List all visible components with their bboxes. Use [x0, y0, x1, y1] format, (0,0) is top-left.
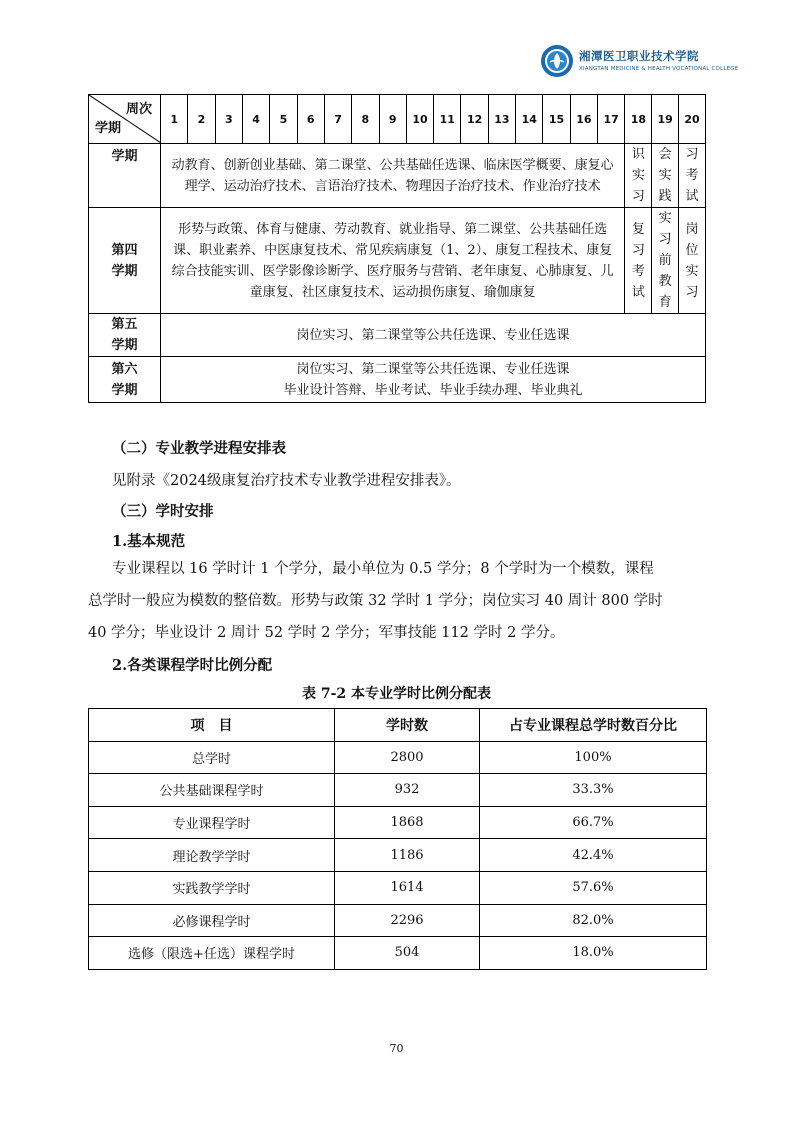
column-header: 项 目 — [89, 709, 335, 742]
semester-label: 学期 — [89, 144, 161, 208]
week-header: 20 — [678, 95, 705, 144]
course-list: 形势与政策、体育与健康、劳动教育、就业指导、第二课堂、公共基础任选课、职业素养、中医康复技术、常见疾病康复（1、2）、康复工程技术、康复综合技能实训、医学影像诊断学、医疗服务与营销、老年康复、心肺康复、儿童康复、社区康复技术、运动损伤康复、瑜伽康复 — [161, 208, 625, 314]
item-cell: 实践教学学时 — [89, 871, 335, 904]
item-cell: 专业课程学时 — [89, 806, 335, 839]
course-list — [161, 357, 706, 403]
percent-cell: 18.0% — [480, 937, 707, 970]
subheading-hour-ratio: 2.各类课程学时比例分配 — [112, 657, 273, 674]
item-cell: 必修课程学时 — [89, 904, 335, 937]
week-20-activity: 习考试 — [678, 144, 705, 208]
semester-label: 第五学期 — [89, 314, 161, 357]
paragraph-line: 总学时一般应为模数的整倍数。形势与政策 32 学时 1 学分；岗位实习 40 周计 800 学时 — [88, 593, 663, 609]
college-name-english: XIANGTAN MEDICINE & HEALTH VOCATIONAL COLLEGE — [579, 66, 739, 72]
hours-cell: 2296 — [335, 904, 480, 937]
percent-cell: 42.4% — [480, 839, 707, 872]
table-row — [89, 741, 707, 774]
corner-semester-label: 学期 — [95, 121, 122, 136]
table-row — [89, 937, 707, 970]
week-header: 18 — [625, 95, 652, 144]
schedule-row-fourth-semester — [89, 208, 706, 314]
table-row — [89, 904, 707, 937]
week-header: 11 — [434, 95, 461, 144]
paragraph-line: 40 学分；毕业设计 2 周计 52 学时 2 学分；军事技能 112 学时 2 学分。 — [88, 625, 565, 641]
column-header: 占专业课程总学时数百分比 — [480, 709, 707, 742]
page-number: 70 — [389, 1042, 404, 1055]
semester-label: 第四学期 — [89, 208, 161, 314]
table-caption: 表 7-2 本专业学时比例分配表 — [301, 686, 492, 702]
table-row — [89, 806, 707, 839]
paragraph-line: 专业课程以 16 学时计 1 个学分，最小单位为 0.5 学分；8 个学时为一个模数，课程 — [112, 561, 654, 577]
week-18-activity: 复习考试 — [625, 208, 652, 314]
week-header: 6 — [297, 95, 324, 144]
column-header: 学时数 — [335, 709, 480, 742]
week-header: 16 — [570, 95, 597, 144]
item-cell: 公共基础课程学时 — [89, 774, 335, 807]
week-header: 5 — [270, 95, 297, 144]
week-20-activity: 岗位实习 — [678, 208, 705, 314]
schedule-row-sixth-semester — [89, 357, 706, 403]
hours-cell: 2800 — [335, 741, 480, 774]
week-header: 4 — [242, 95, 269, 144]
table-row — [89, 839, 707, 872]
schedule-row-fifth-semester — [89, 314, 706, 357]
semester-label: 第六学期 — [89, 357, 161, 403]
week-header: 8 — [352, 95, 379, 144]
week-header: 9 — [379, 95, 406, 144]
week-header: 10 — [406, 95, 433, 144]
schedule-header-row — [89, 95, 706, 144]
week-header: 3 — [215, 95, 242, 144]
hour-ratio-table — [88, 708, 707, 970]
week-19-activity: 会实践 — [652, 144, 679, 208]
week-header: 7 — [324, 95, 351, 144]
percent-cell: 100% — [480, 741, 707, 774]
table-header-row — [89, 709, 707, 742]
percent-cell: 82.0% — [480, 904, 707, 937]
schedule-table — [88, 94, 706, 403]
week-header: 12 — [461, 95, 488, 144]
week-19-activity: 实习前教育 — [652, 208, 679, 314]
course-list: 岗位实习、第二课堂等公共任选课、专业任选课 — [161, 314, 706, 357]
hours-cell: 1868 — [335, 806, 480, 839]
table-row — [89, 871, 707, 904]
appendix-reference: 见附录《2024级康复治疗技术专业教学进程安排表》。 — [112, 473, 461, 489]
section-heading-schedule: （二）专业教学进程安排表 — [112, 440, 286, 457]
college-logo — [540, 44, 760, 84]
item-cell: 理论教学学时 — [89, 839, 335, 872]
item-cell: 选修（限选+任选）课程学时 — [89, 937, 335, 970]
college-name: 湘潭医卫职业技术学院 — [579, 49, 699, 63]
section-heading-hours: （三）学时安排 — [112, 503, 214, 520]
week-header: 14 — [516, 95, 543, 144]
course-list: 动教育、创新创业基础、第二课堂、公共基础任选课、临床医学概要、康复心理学、运动治疗技术、言语治疗技术、物理因子治疗技术、作业治疗技术 — [161, 144, 625, 208]
course-list-line: 毕业设计答辩、毕业考试、毕业手续办理、毕业典礼 — [283, 382, 583, 398]
week-header: 15 — [543, 95, 570, 144]
hours-cell: 932 — [335, 774, 480, 807]
corner-week-label: 周次 — [126, 102, 153, 117]
course-list-line: 岗位实习、第二课堂等公共任选课、专业任选课 — [296, 361, 570, 377]
item-cell: 总学时 — [89, 741, 335, 774]
table-row — [89, 774, 707, 807]
hours-cell: 1614 — [335, 871, 480, 904]
percent-cell: 33.3% — [480, 774, 707, 807]
hours-cell: 504 — [335, 937, 480, 970]
week-header: 1 — [161, 95, 188, 144]
week-header: 13 — [488, 95, 515, 144]
corner-cell — [89, 95, 161, 144]
percent-cell: 57.6% — [480, 871, 707, 904]
subheading-basic-rules: 1.基本规范 — [112, 533, 186, 550]
schedule-row-third-semester — [89, 144, 706, 208]
week-header: 2 — [188, 95, 215, 144]
college-emblem-icon — [540, 44, 574, 78]
week-18-activity: 识实习 — [625, 144, 652, 208]
week-header: 17 — [598, 95, 625, 144]
hours-cell: 1186 — [335, 839, 480, 872]
percent-cell: 66.7% — [480, 806, 707, 839]
week-header: 19 — [652, 95, 679, 144]
